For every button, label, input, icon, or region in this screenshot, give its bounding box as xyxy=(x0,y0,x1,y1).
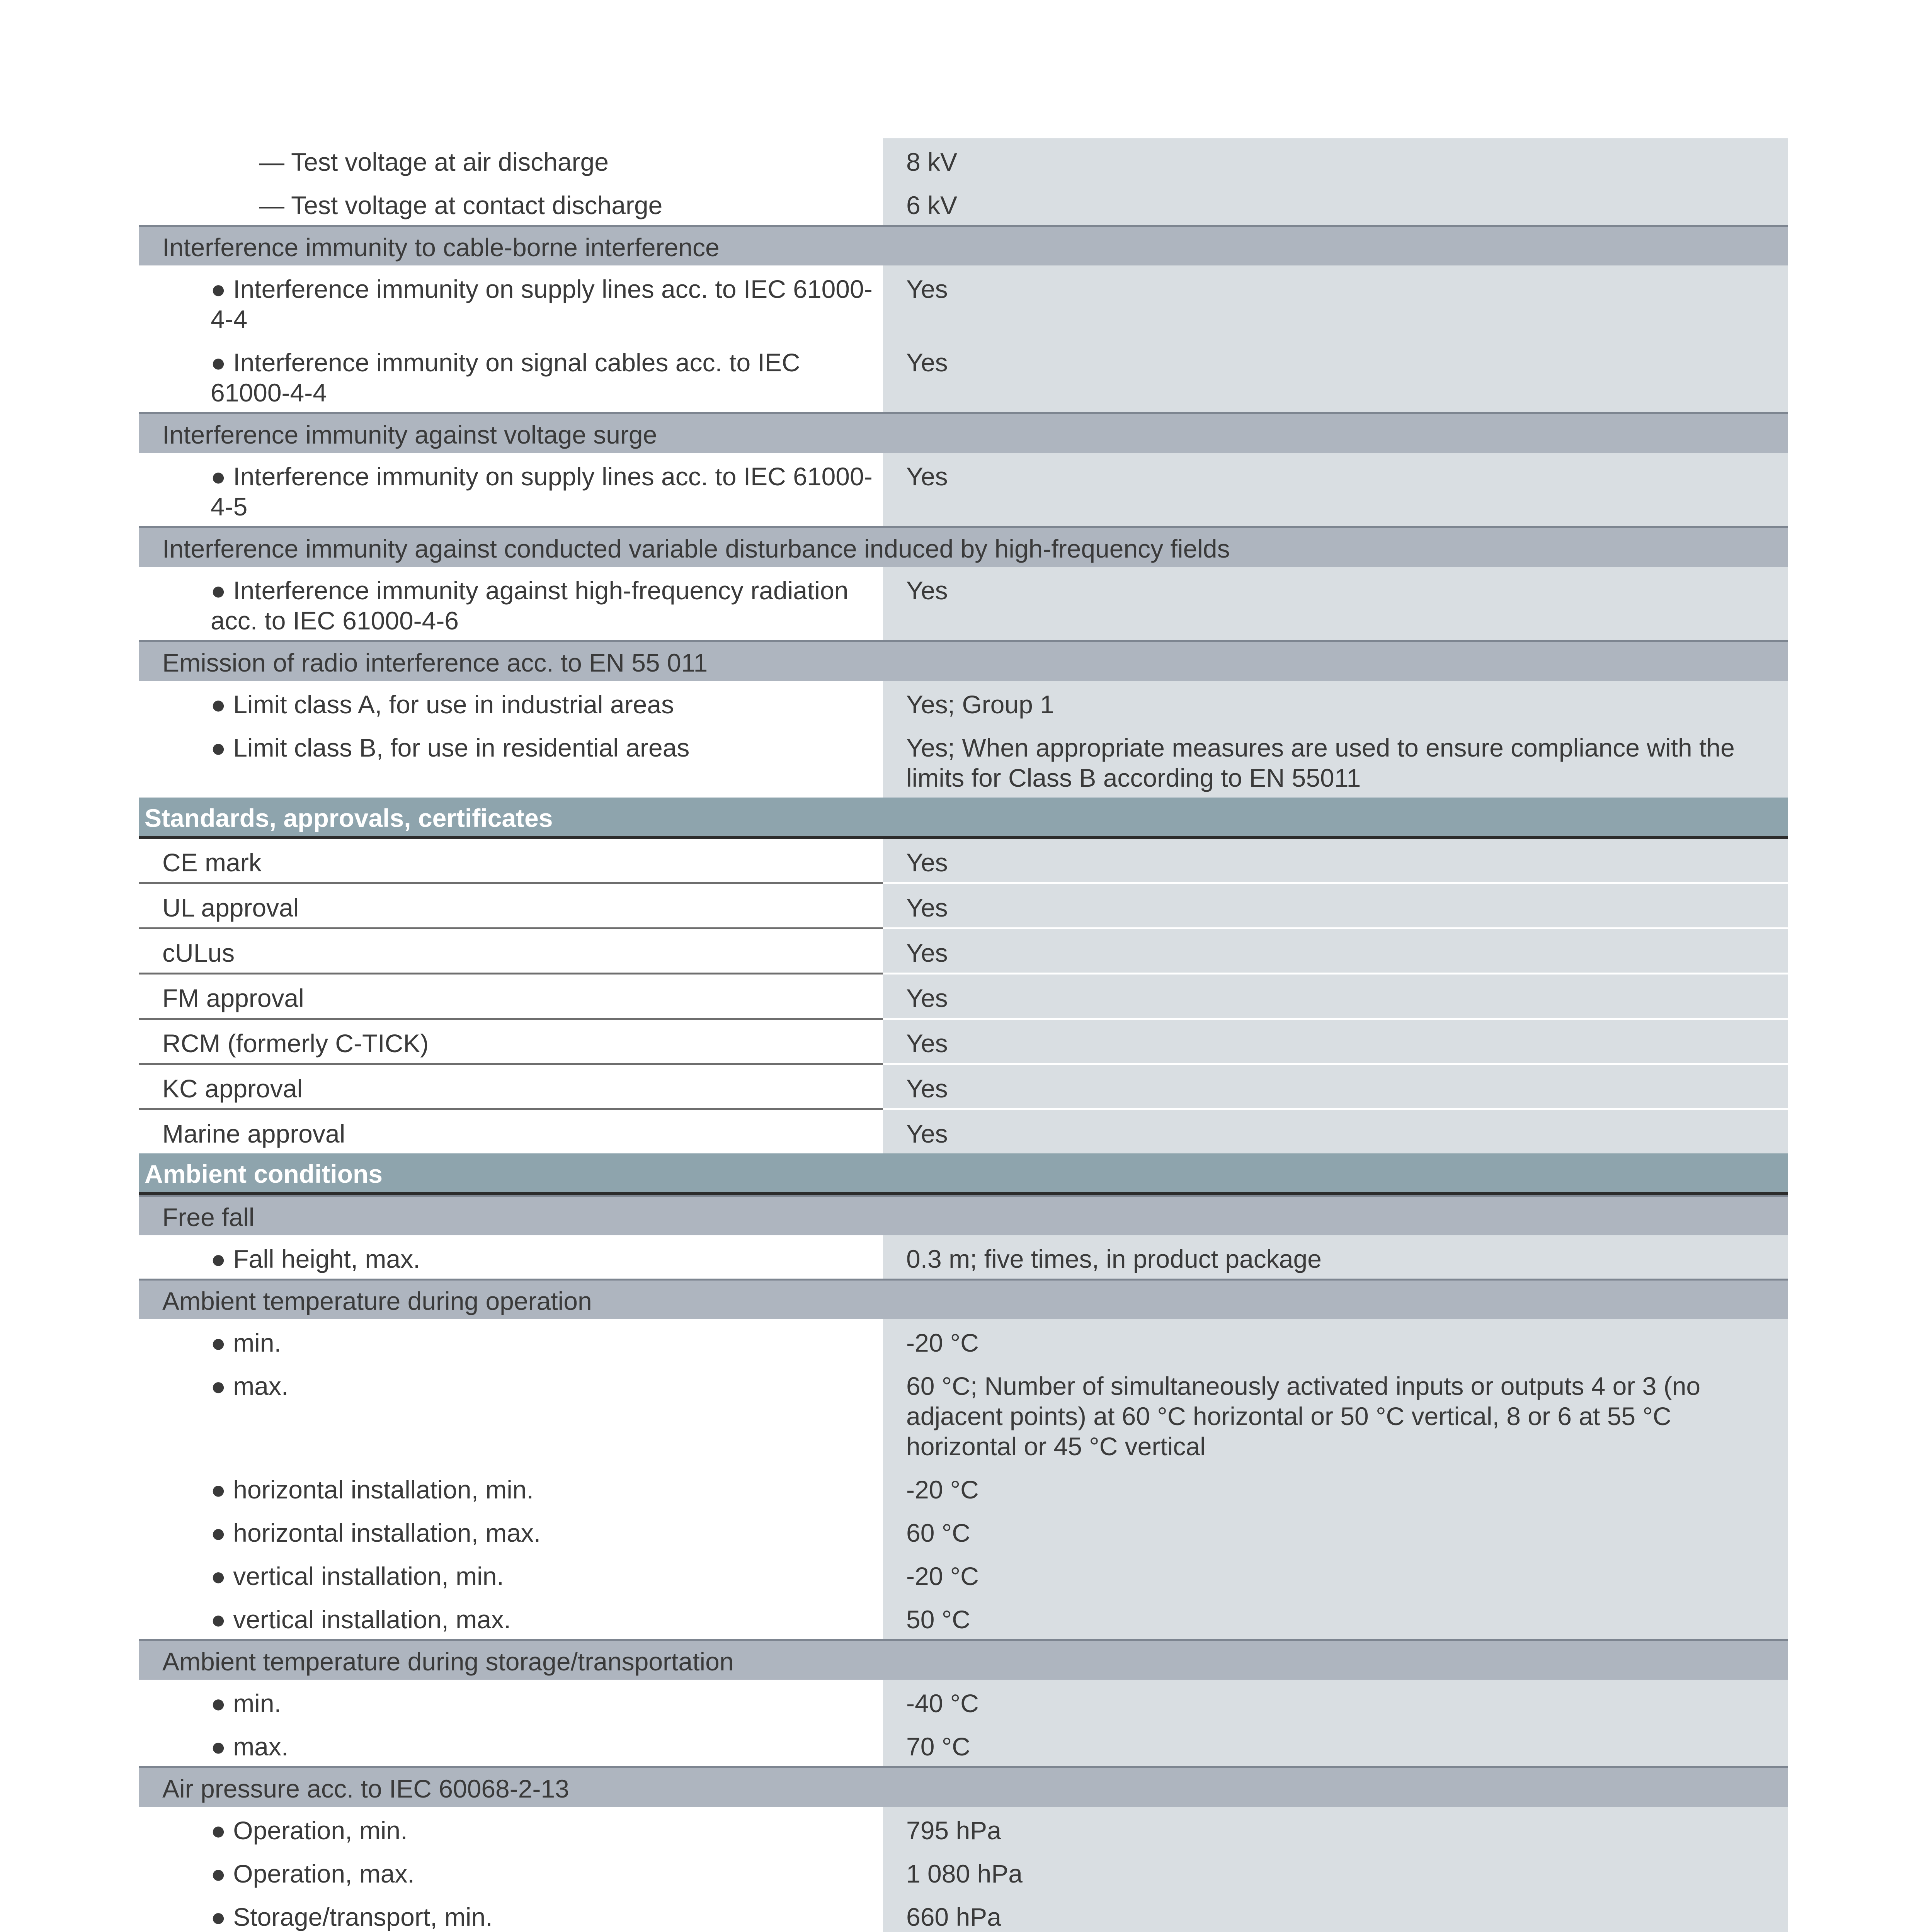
spec-value: 795 hPa xyxy=(883,1807,1788,1850)
spec-value: -20 °C xyxy=(883,1553,1788,1596)
group-title: Emission of radio interference acc. to EN 55 011 xyxy=(162,648,708,677)
group-title: Interference immunity against voltage surge xyxy=(162,420,657,449)
spec-value: Yes xyxy=(883,1065,1788,1110)
group-title: Air pressure acc. to IEC 60068-2-13 xyxy=(162,1774,569,1803)
spec-label: ● Interference immunity on signal cables acc. to IEC 61000-4-4 xyxy=(211,348,800,407)
spec-row xyxy=(139,1110,1788,1153)
spec-label: ● Interference immunity on supply lines acc. to IEC 61000-4-5 xyxy=(211,462,873,521)
spec-row xyxy=(139,724,1788,798)
spec-row xyxy=(139,1807,1788,1850)
spec-value: Yes xyxy=(883,884,1788,929)
group-title: Interference immunity to cable-borne interference xyxy=(162,233,720,262)
spec-value: Yes; Group 1 xyxy=(883,681,1788,724)
spec-value: Yes; When appropriate measures are used to ensure compliance with the limits for Class B according to EN 55011 xyxy=(883,724,1788,798)
spec-label: Marine approval xyxy=(162,1119,345,1148)
spec-label: RCM (formerly C-TICK) xyxy=(139,1020,883,1065)
spec-value: -40 °C xyxy=(883,1680,1788,1723)
spec-value: Yes xyxy=(883,1020,1788,1065)
spec-label: CE mark xyxy=(139,839,883,884)
group-header xyxy=(139,1195,1788,1235)
spec-value: Yes xyxy=(883,567,1788,640)
spec-value: 0.3 m; five times, in product package xyxy=(883,1235,1788,1279)
spec-label: UL approval xyxy=(139,884,883,929)
spec-row xyxy=(139,1466,1788,1509)
spec-value: Yes xyxy=(883,339,1788,412)
spec-label: KC approval xyxy=(139,1065,883,1110)
spec-value: 60 °C xyxy=(883,1509,1788,1553)
spec-value: Yes xyxy=(883,839,1788,884)
spec-label: ● Limit class B, for use in residential areas xyxy=(211,733,690,762)
spec-row xyxy=(139,265,1788,339)
spec-row xyxy=(139,339,1788,412)
spec-row xyxy=(139,138,1788,182)
spec-table xyxy=(139,138,1788,1932)
section-title: Ambient conditions xyxy=(145,1160,383,1188)
spec-label: ● Limit class A, for use in industrial areas xyxy=(211,690,674,719)
group-title: Interference immunity against conducted variable disturbance induced by high-frequency fields xyxy=(162,534,1230,563)
section-header xyxy=(139,798,1788,839)
spec-value: Yes xyxy=(883,1110,1788,1153)
group-title: Ambient temperature during storage/transportation xyxy=(162,1647,734,1676)
spec-value: -20 °C xyxy=(883,1466,1788,1509)
group-title: Ambient temperature during operation xyxy=(162,1287,592,1315)
spec-value: Yes xyxy=(883,975,1788,1020)
spec-value: 60 °C; Number of simultaneously activated inputs or outputs 4 or 3 (no adjacent points) at 60 °C horizontal or 50 °C vertical, 8 or 6 at 55 °C horizontal or 45 °C vertical xyxy=(883,1362,1788,1466)
spec-row xyxy=(139,182,1788,225)
spec-label: cULus xyxy=(139,929,883,975)
spec-value: Yes xyxy=(883,929,1788,975)
spec-row xyxy=(139,884,1788,929)
spec-row xyxy=(139,1509,1788,1553)
spec-label: ● Interference immunity against high-frequency radiation acc. to IEC 61000-4-6 xyxy=(211,576,849,635)
spec-label: ● Operation, min. xyxy=(211,1816,408,1845)
spec-value: 8 kV xyxy=(883,138,1788,182)
spec-label: ● horizontal installation, max. xyxy=(211,1519,541,1547)
spec-label: ● vertical installation, max. xyxy=(211,1605,511,1634)
spec-label: ● min. xyxy=(211,1328,281,1357)
spec-value: Yes xyxy=(883,265,1788,339)
spec-row xyxy=(139,1020,1788,1065)
group-header xyxy=(139,412,1788,453)
section-title: Standards, approvals, certificates xyxy=(145,804,553,832)
spec-row xyxy=(139,975,1788,1020)
group-title: Free fall xyxy=(162,1203,255,1231)
spec-row xyxy=(139,1235,1788,1279)
group-header xyxy=(139,1279,1788,1319)
spec-value: 70 °C xyxy=(883,1723,1788,1766)
spec-row xyxy=(139,1893,1788,1932)
spec-row xyxy=(139,681,1788,724)
spec-label: ● min. xyxy=(211,1689,281,1718)
spec-value: 50 °C xyxy=(883,1596,1788,1639)
spec-row xyxy=(139,1596,1788,1639)
spec-value: 660 hPa xyxy=(883,1893,1788,1932)
spec-label: ● max. xyxy=(211,1372,289,1400)
group-header xyxy=(139,225,1788,265)
spec-row xyxy=(139,839,1788,884)
group-header xyxy=(139,1766,1788,1807)
spec-label: ● max. xyxy=(211,1732,289,1761)
spec-value: Yes xyxy=(883,453,1788,526)
spec-row xyxy=(139,453,1788,526)
spec-row xyxy=(139,1319,1788,1362)
group-header xyxy=(139,640,1788,681)
spec-label: — Test voltage at air discharge xyxy=(259,148,609,176)
spec-label: ● Fall height, max. xyxy=(211,1245,420,1273)
spec-row xyxy=(139,1680,1788,1723)
spec-row xyxy=(139,567,1788,640)
spec-row xyxy=(139,1065,1788,1110)
spec-label: ● Operation, max. xyxy=(211,1859,415,1888)
spec-row xyxy=(139,1362,1788,1466)
spec-label: — Test voltage at contact discharge xyxy=(259,191,663,219)
spec-label: ● Interference immunity on supply lines acc. to IEC 61000-4-4 xyxy=(211,275,873,333)
spec-label: FM approval xyxy=(139,975,883,1020)
spec-value: -20 °C xyxy=(883,1319,1788,1362)
group-header xyxy=(139,1639,1788,1680)
spec-label: ● Storage/transport, min. xyxy=(211,1903,493,1931)
spec-value: 1 080 hPa xyxy=(883,1850,1788,1893)
spec-row xyxy=(139,1850,1788,1893)
spec-label: ● horizontal installation, min. xyxy=(211,1475,534,1504)
group-header xyxy=(139,526,1788,567)
section-header xyxy=(139,1153,1788,1195)
spec-row xyxy=(139,1553,1788,1596)
spec-row xyxy=(139,929,1788,975)
spec-row xyxy=(139,1723,1788,1766)
spec-value: 6 kV xyxy=(883,182,1788,225)
spec-label: ● vertical installation, min. xyxy=(211,1562,504,1590)
